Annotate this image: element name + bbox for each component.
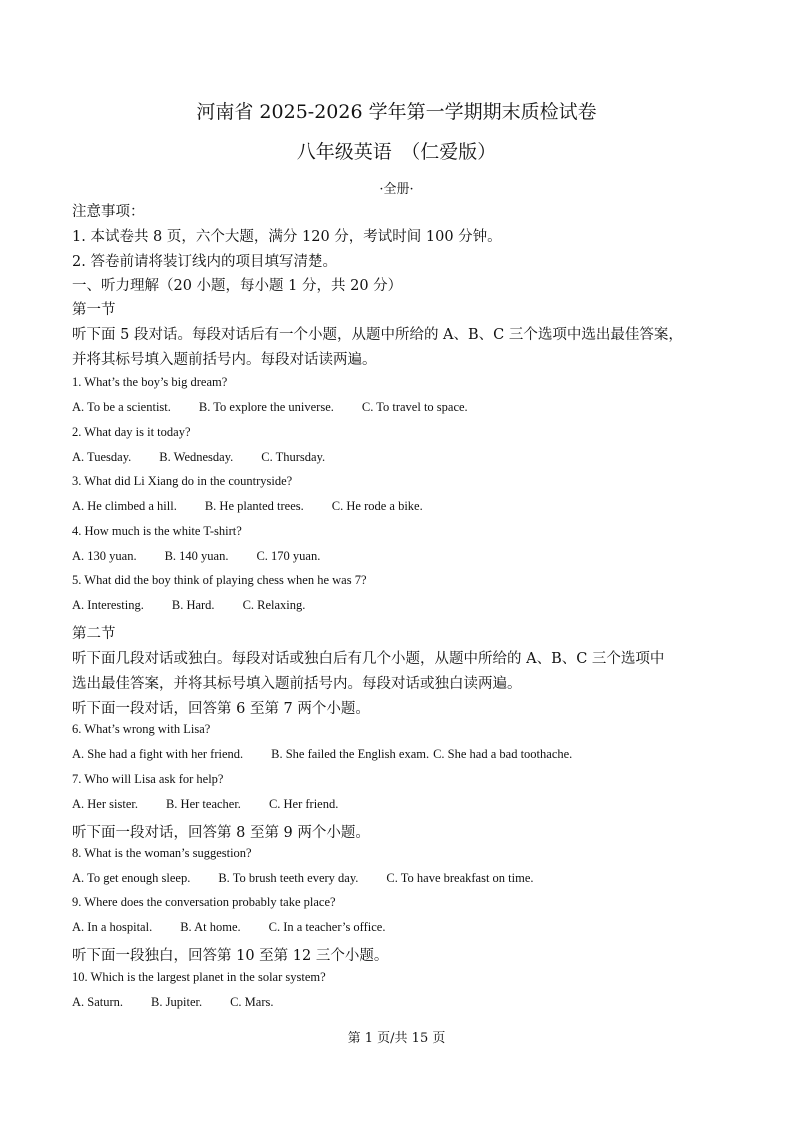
options-2	[72, 450, 733, 465]
options-10	[72, 995, 733, 1010]
option-b: B. At home.	[180, 920, 241, 934]
volume-label: ·全册·	[379, 182, 414, 197]
option-a: A. Saturn.	[72, 995, 124, 1009]
dialogue-intro: 听下面一段对话，回答第 8 至第 9 两个小题。	[72, 825, 370, 841]
options-5	[72, 598, 733, 613]
question-3: 3. What did Li Xiang do in the countryside?	[72, 474, 293, 488]
option-b: B. To explore the universe.	[198, 400, 334, 414]
question-6: 6. What’s wrong with Lisa?	[72, 722, 211, 736]
option-b: B. Her teacher.	[165, 797, 241, 811]
option-a: A. In a hospital.	[72, 920, 153, 934]
option-b: B. Hard.	[171, 598, 215, 612]
note-item: 2. 答卷前请将装订线内的项目填写清楚。	[72, 254, 337, 270]
question-1: 1. What’s the boy’s big dream?	[72, 375, 228, 389]
option-a: A. He climbed a hill.	[72, 499, 177, 513]
option-b: B. Wednesday.	[159, 450, 234, 464]
option-c: C. In a teacher’s office.	[268, 920, 386, 934]
option-a: A. Her sister.	[72, 797, 138, 811]
notes-heading: 注意事项：	[72, 204, 145, 220]
options-7	[72, 797, 733, 812]
option-c: C. He rode a bike.	[331, 499, 423, 513]
options-3	[72, 499, 733, 514]
option-b: B. To brush teeth every day.	[218, 871, 359, 885]
option-b: B. She failed the English exam.	[271, 747, 430, 761]
question-5: 5. What did the boy think of playing chess when he was 7?	[72, 573, 367, 587]
section2-label: 第二节	[72, 626, 116, 642]
monologue-intro: 听下面一段独白，回答第 10 至第 12 三个小题。	[72, 948, 389, 964]
option-a: A. She had a fight with her friend.	[72, 747, 244, 761]
option-a: A. Tuesday.	[72, 450, 132, 464]
part1-heading: 一、听力理解（20 小题，每小题 1 分，共 20 分）	[72, 278, 403, 294]
question-4: 4. How much is the white T-shirt?	[72, 524, 242, 538]
question-7: 7. Who will Lisa ask for help?	[72, 772, 224, 786]
note-item: 1. 本试卷共 8 页，六个大题，满分 120 分，考试时间 100 分钟。	[72, 229, 502, 245]
option-a: A. 130 yuan.	[72, 549, 137, 563]
option-b: B. Jupiter.	[151, 995, 203, 1009]
option-b: B. He planted trees.	[204, 499, 304, 513]
option-c: C. Her friend.	[268, 797, 339, 811]
exam-title: 河南省 2025-2026 学年第一学期期末质检试卷	[196, 101, 597, 123]
option-a: A. Interesting.	[72, 598, 144, 612]
option-c: C. Relaxing.	[242, 598, 306, 612]
page-number: 第 1 页/共 15 页	[347, 1031, 446, 1046]
question-9: 9. Where does the conversation probably take place?	[72, 895, 336, 909]
option-a: A. To be a scientist.	[72, 400, 171, 414]
dialogue-intro: 听下面一段对话，回答第 6 至第 7 两个小题。	[72, 701, 370, 717]
option-b: B. 140 yuan.	[164, 549, 229, 563]
question-10: 10. Which is the largest planet in the solar system?	[72, 970, 326, 984]
exam-subtitle: 八年级英语 （仁爱版）	[296, 141, 497, 163]
option-a: A. To get enough sleep.	[72, 871, 191, 885]
options-8	[72, 871, 733, 886]
question-8: 8. What is the woman’s suggestion?	[72, 846, 252, 860]
section2-instruction: 听下面几段对话或独白。每段对话或独白后有几个小题，从题中所给的 A、B、C 三个选项中	[72, 651, 665, 667]
options-6	[72, 747, 733, 762]
option-c: C. To travel to space.	[361, 400, 468, 414]
section1-instruction: 并将其标号填入题前括号内。每段对话读两遍。	[72, 352, 377, 368]
options-4	[72, 549, 733, 564]
options-1	[72, 400, 733, 415]
options-9	[72, 920, 733, 935]
question-2: 2. What day is it today?	[72, 425, 191, 439]
section1-instruction: 听下面 5 段对话。每段对话后有一个小题，从题中所给的 A、B、C 三个选项中选出最佳答案，	[72, 327, 683, 343]
section1-label: 第一节	[72, 302, 116, 318]
option-c: C. She had a bad toothache.	[433, 747, 573, 761]
option-c: C. To have breakfast on time.	[386, 871, 534, 885]
option-c: C. 170 yuan.	[256, 549, 321, 563]
section2-instruction: 选出最佳答案，并将其标号填入题前括号内。每段对话或独白读两遍。	[72, 676, 522, 692]
option-c: C. Thursday.	[261, 450, 326, 464]
option-c: C. Mars.	[230, 995, 274, 1009]
